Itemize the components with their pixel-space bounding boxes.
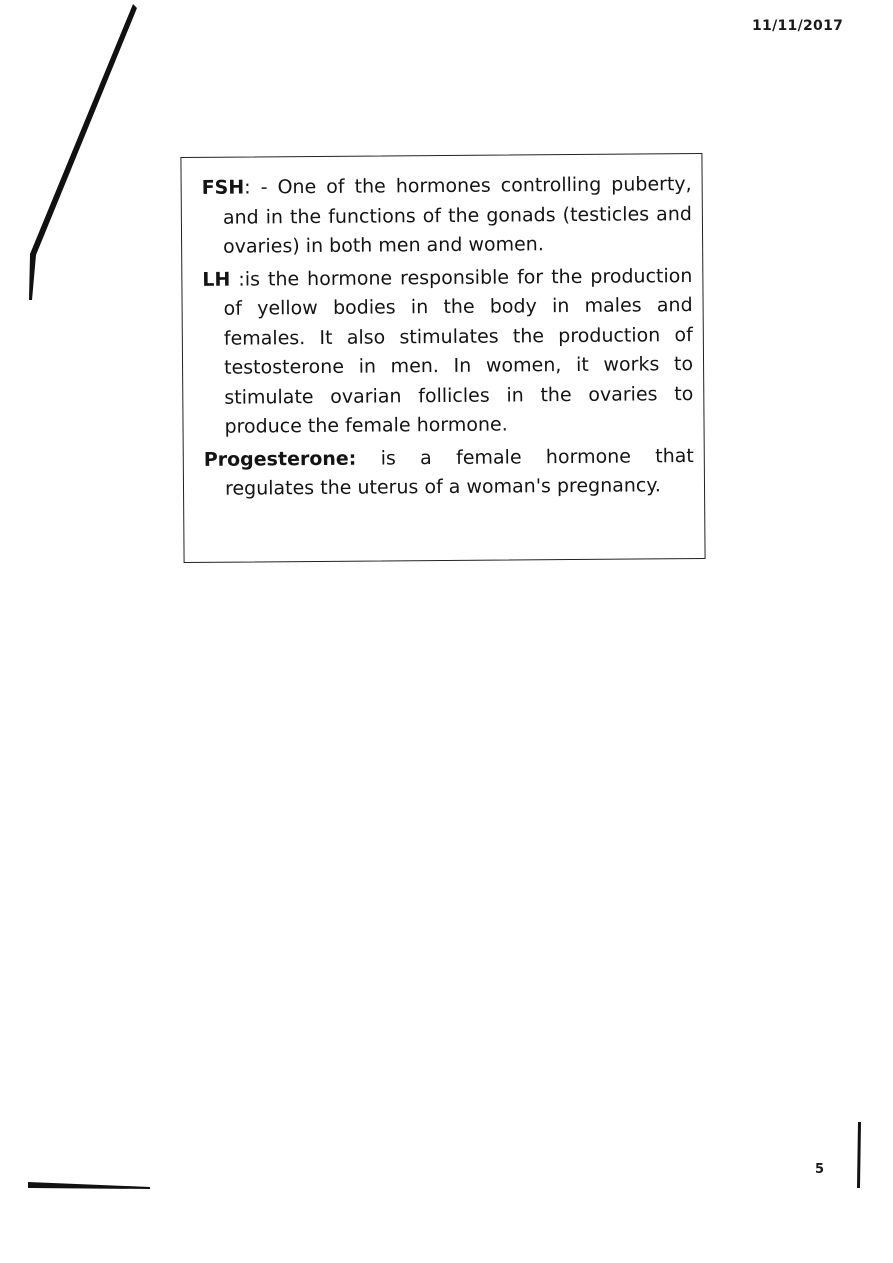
definition-lh-text: :is the hormone responsible for the production of yellow bodies in the body in males and females. It also stimulates the production of testosterone in men. In women, it works to stimulate ovarian follicles in the ovaries to produce the female hormone. [223, 264, 694, 438]
definition-fsh [202, 170, 693, 262]
definition-progesterone-text: is a female hormone that regulates the uterus of a woman's pregnancy. [224, 444, 694, 500]
page-date: 11/11/2017 [752, 18, 844, 34]
definition-lh [202, 262, 693, 443]
slide-text-box [180, 153, 705, 563]
scan-edge-mark-top-left [29, 4, 137, 300]
page-number: 5 [815, 1162, 825, 1177]
scan-edge-mark-bottom-right [857, 1122, 861, 1188]
definition-fsh-text: : - One of the hormones controlling puberty, and in the functions of the gonads (testicles and ovaries) in both men and women. [222, 173, 692, 258]
term-fsh: FSH [201, 176, 245, 199]
term-lh: LH [202, 268, 231, 291]
scan-edge-mark-bottom-left [28, 1182, 150, 1189]
definition-progesterone [204, 442, 694, 505]
term-progesterone: Progesterone: [203, 447, 357, 471]
